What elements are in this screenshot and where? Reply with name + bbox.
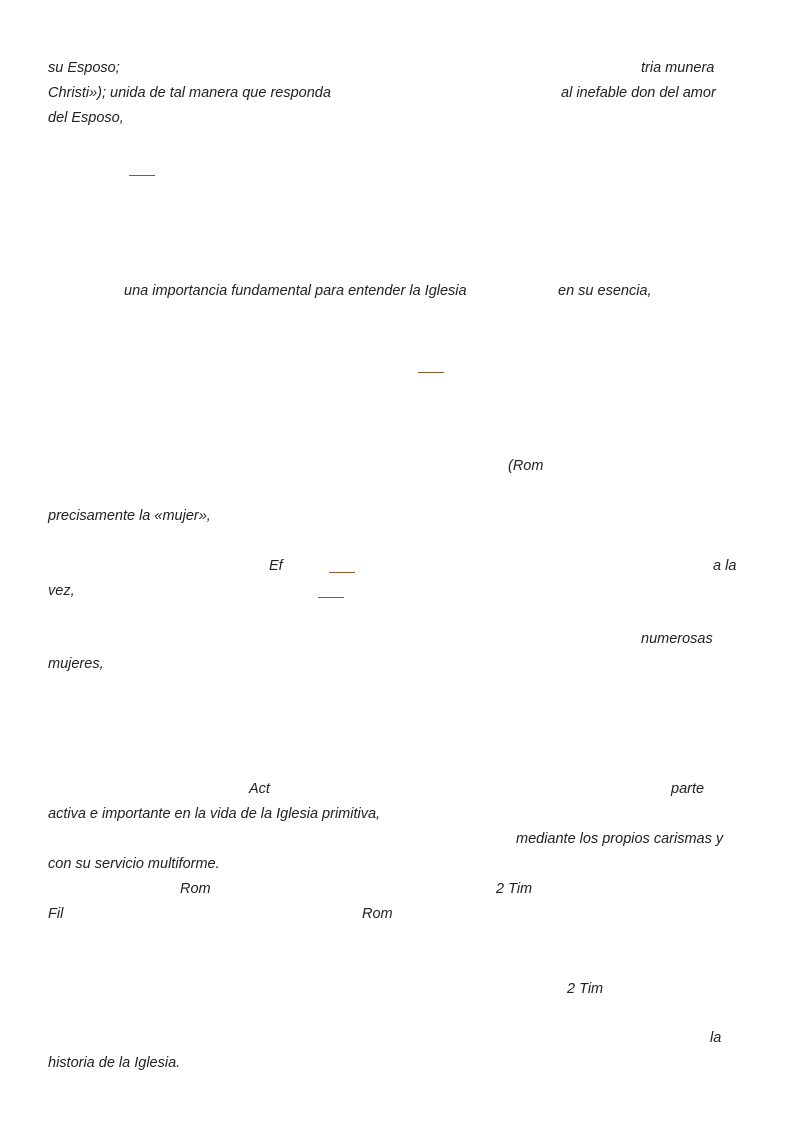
text-fragment: vez, xyxy=(48,583,75,599)
text-fragment: Rom xyxy=(362,906,393,922)
text-fragment: activa e importante en la vida de la Iglesia primitiva, xyxy=(48,806,381,822)
text-fragment: precisamente la «mujer», xyxy=(48,508,211,524)
text-fragment: del Esposo, xyxy=(48,110,124,126)
text-fragment: mediante los propios carismas y xyxy=(516,831,724,847)
text-fragment: al inefable don del amor xyxy=(561,85,716,101)
footnote-link[interactable] xyxy=(418,372,444,373)
text-fragment: la xyxy=(710,1030,722,1046)
text-fragment: Ef xyxy=(269,558,283,574)
text-fragment: a la xyxy=(713,558,737,574)
text-fragment: Fil xyxy=(48,906,64,922)
text-fragment: una importancia fundamental para entender la Iglesia xyxy=(124,283,467,299)
text-fragment: historia de la Iglesia. xyxy=(48,1055,181,1071)
footnote-link[interactable] xyxy=(318,597,344,598)
footnote-link[interactable] xyxy=(329,572,355,573)
text-fragment: numerosas xyxy=(641,631,713,647)
text-fragment: Christi»); unida de tal manera que responda xyxy=(48,85,331,101)
text-fragment: 2 Tim xyxy=(496,881,533,897)
footnote-link[interactable] xyxy=(129,175,155,176)
text-fragment: tria munera xyxy=(641,60,715,76)
text-fragment: (Rom xyxy=(508,458,544,474)
text-fragment: en su esencia, xyxy=(558,283,652,299)
text-fragment: 2 Tim xyxy=(567,981,604,997)
text-fragment: Act xyxy=(249,781,270,797)
text-fragment: Rom xyxy=(180,881,211,897)
text-fragment: parte xyxy=(671,781,705,797)
text-fragment: con su servicio multiforme. xyxy=(48,856,220,872)
text-fragment: su Esposo; xyxy=(48,60,120,76)
text-fragment: mujeres, xyxy=(48,656,104,672)
